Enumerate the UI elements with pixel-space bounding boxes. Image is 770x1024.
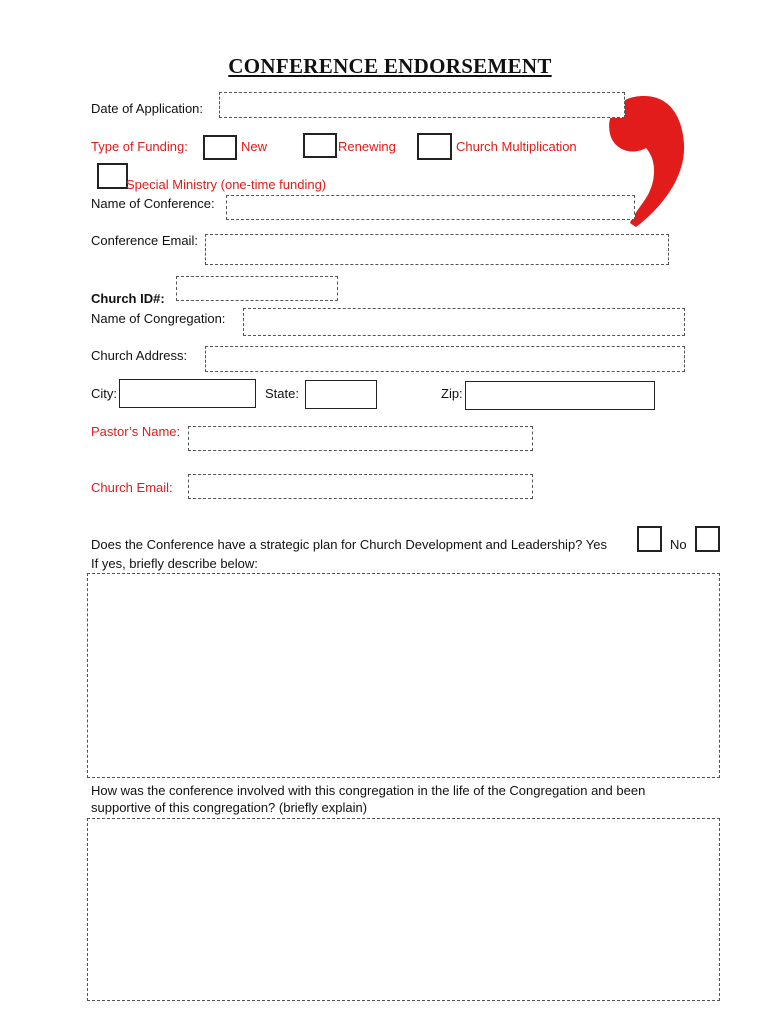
- church-id-field[interactable]: [176, 276, 338, 301]
- church-multiplication-label: Church Multiplication: [456, 139, 577, 154]
- zip-label: Zip:: [441, 386, 463, 401]
- no-checkbox[interactable]: [695, 526, 720, 552]
- name-of-conference-label: Name of Conference:: [91, 196, 215, 211]
- date-of-application-field[interactable]: [219, 92, 625, 118]
- city-field[interactable]: [119, 379, 256, 408]
- date-of-application-label: Date of Application:: [91, 101, 204, 116]
- if-yes-instruction: If yes, briefly describe below:: [91, 556, 258, 571]
- renewing-label: Renewing: [338, 139, 396, 154]
- state-label: State:: [265, 386, 299, 401]
- no-label: No: [670, 537, 687, 552]
- yes-checkbox[interactable]: [637, 526, 662, 552]
- special-ministry-checkbox[interactable]: [97, 163, 128, 189]
- strategic-plan-description-area[interactable]: [87, 573, 720, 778]
- new-checkbox[interactable]: [203, 135, 237, 160]
- church-address-field[interactable]: [205, 346, 685, 372]
- name-of-conference-field[interactable]: [226, 195, 635, 220]
- pastors-name-field[interactable]: [188, 426, 533, 451]
- conference-email-field[interactable]: [205, 234, 669, 265]
- name-of-congregation-field[interactable]: [243, 308, 685, 336]
- church-email-field[interactable]: [188, 474, 533, 499]
- new-label: New: [241, 139, 268, 154]
- state-field[interactable]: [305, 380, 377, 409]
- church-multiplication-checkbox[interactable]: [417, 133, 452, 160]
- page-title: CONFERENCE ENDORSEMENT: [228, 54, 552, 78]
- pastors-name-label: Pastor’s Name:: [91, 424, 181, 439]
- church-id-label: Church ID#:: [91, 291, 165, 306]
- renewing-checkbox[interactable]: [303, 133, 337, 158]
- type-of-funding-label: Type of Funding:: [91, 139, 188, 154]
- involvement-question-line1: How was the conference involved with this congregation in the life of the Congregation and been: [91, 783, 646, 798]
- church-address-label: Church Address:: [91, 348, 188, 363]
- strategic-plan-question: Does the Conference have a strategic plan for Church Development and Leadership? Yes: [91, 537, 607, 552]
- zip-field[interactable]: [465, 381, 655, 410]
- city-label: City:: [91, 386, 117, 401]
- involvement-question-line2: supportive of this congregation? (briefly explain): [91, 800, 368, 815]
- name-of-congregation-label: Name of Congregation:: [91, 311, 226, 326]
- church-email-label: Church Email:: [91, 480, 173, 495]
- involvement-description-area[interactable]: [87, 818, 720, 1001]
- conference-email-label: Conference Email:: [91, 233, 198, 248]
- special-ministry-label: Special Ministry (one-time funding): [126, 177, 327, 192]
